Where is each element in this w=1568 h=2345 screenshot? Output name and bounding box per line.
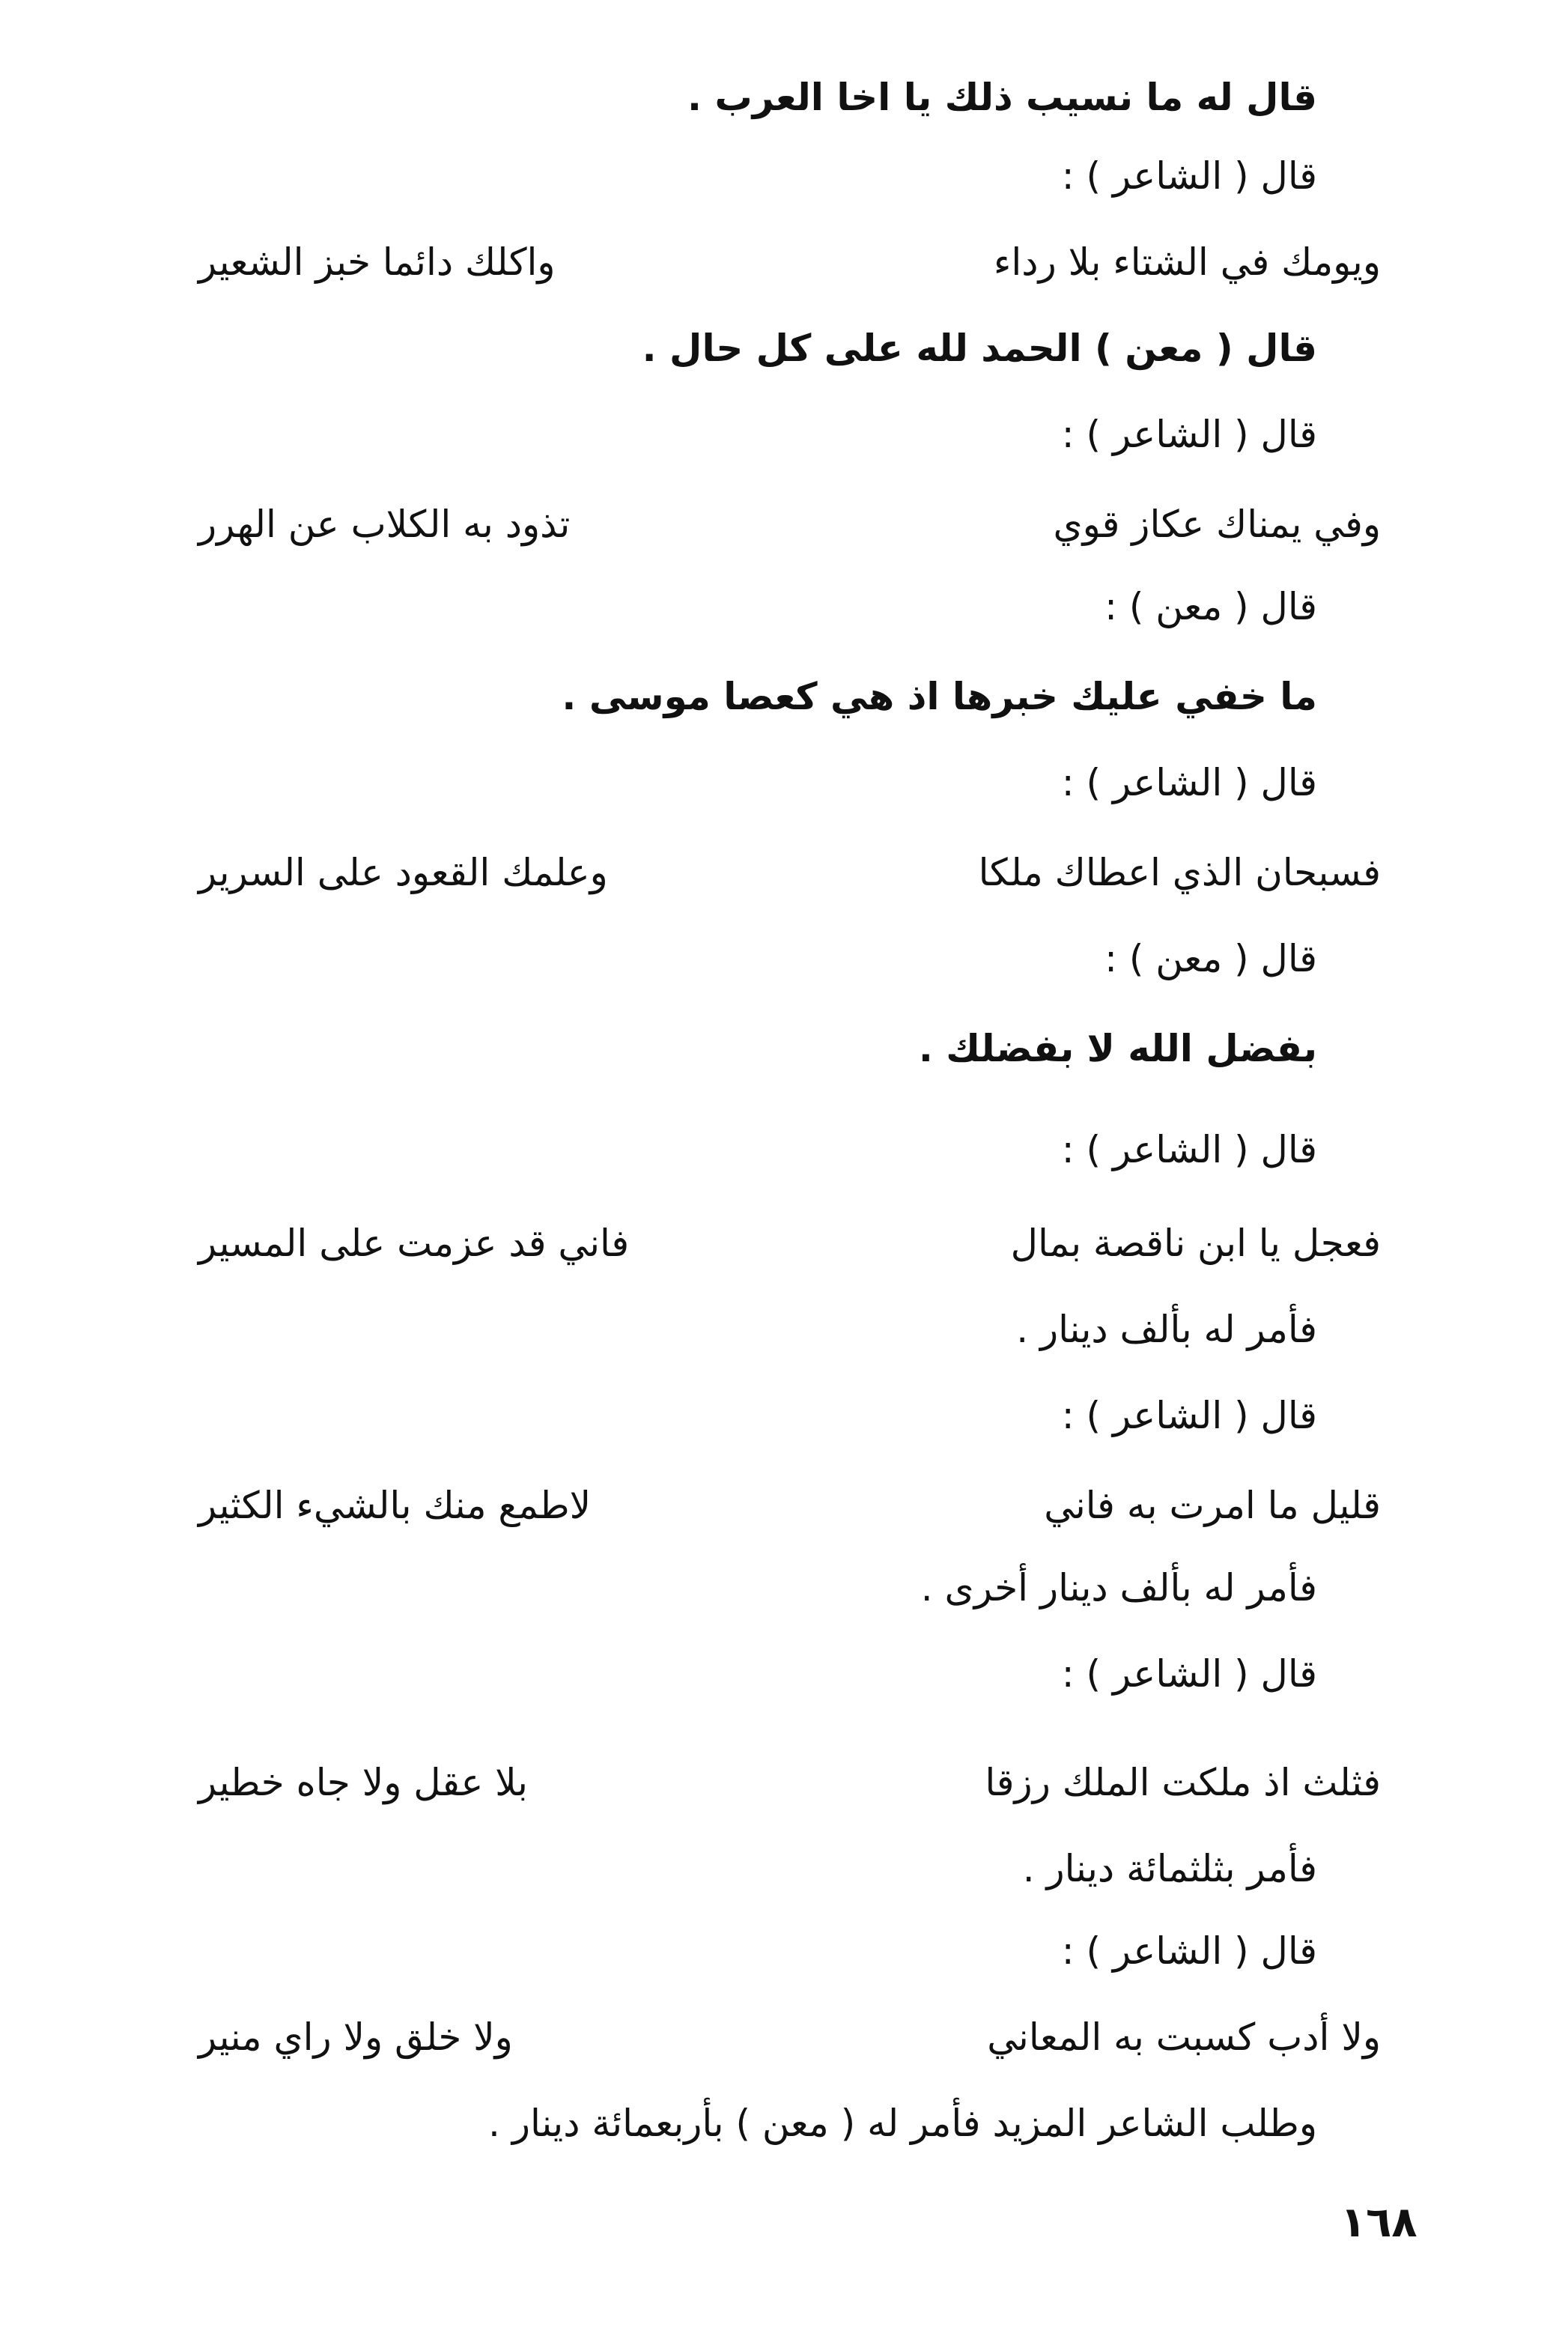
verse-hemistich-left: تذود به الكلاب عن الهرر <box>198 503 571 546</box>
verse-hemistich-left: لاطمع منك بالشيء الكثير <box>198 1484 592 1527</box>
speaker-line: قال ( الشاعر ) : <box>1061 154 1317 198</box>
verse-hemistich-right: فسبحان الذي اعطاك ملكا <box>978 851 1381 894</box>
prose-line: بفضل الله لا بفضلك . <box>918 1027 1317 1070</box>
speaker-line: قال ( الشاعر ) : <box>1061 1929 1317 1973</box>
prose-line: فأمر بثلثمائة دينار . <box>1022 1847 1317 1890</box>
verse-hemistich-left: وعلمك القعود على السرير <box>198 851 608 894</box>
prose-line: قال له ما نسيب ذلك يا اخا العرب . <box>687 76 1317 119</box>
page-number: ١٦٨ <box>1340 2198 1417 2247</box>
verse-hemistich-right: فثلث اذ ملكت الملك رزقا <box>985 1761 1381 1804</box>
verse-hemistich-right: ولا أدب كسبت به المعاني <box>987 2015 1381 2059</box>
speaker-line: قال ( الشاعر ) : <box>1061 761 1317 804</box>
speaker-line: قال ( الشاعر ) : <box>1061 1652 1317 1696</box>
prose-line: فأمر له بألف دينار . <box>1016 1308 1317 1351</box>
verse-hemistich-right: ويومك في الشتاء بلا رداء <box>993 240 1381 284</box>
verse-hemistich-left: واكلك دائما خبز الشعير <box>198 240 556 284</box>
prose-line: قال ( معن ) الحمد لله على كل حال . <box>642 327 1317 370</box>
speaker-line: قال ( الشاعر ) : <box>1061 413 1317 456</box>
speaker-line: قال ( معن ) : <box>1104 585 1317 628</box>
speaker-line: قال ( الشاعر ) : <box>1061 1394 1317 1437</box>
verse-hemistich-left: فاني قد عزمت على المسير <box>198 1222 630 1265</box>
verse-hemistich-left: بلا عقل ولا جاه خطير <box>198 1761 528 1804</box>
prose-line: وطلب الشاعر المزيد فأمر له ( معن ) بأربعمائة دينار . <box>488 2102 1317 2145</box>
prose-line: فأمر له بألف دينار أخرى . <box>920 1566 1317 1610</box>
verse-hemistich-right: قليل ما امرت به فاني <box>1044 1484 1381 1527</box>
speaker-line: قال ( الشاعر ) : <box>1061 1128 1317 1171</box>
verse-hemistich-right: وفي يمناك عكاز قوي <box>1053 503 1381 546</box>
verse-hemistich-right: فعجل يا ابن ناقصة بمال <box>1010 1222 1381 1265</box>
prose-line: ما خفي عليك خبرها اذ هي كعصا موسى . <box>562 675 1317 718</box>
verse-hemistich-left: ولا خلق ولا راي منير <box>198 2015 513 2059</box>
speaker-line: قال ( معن ) : <box>1104 937 1317 980</box>
